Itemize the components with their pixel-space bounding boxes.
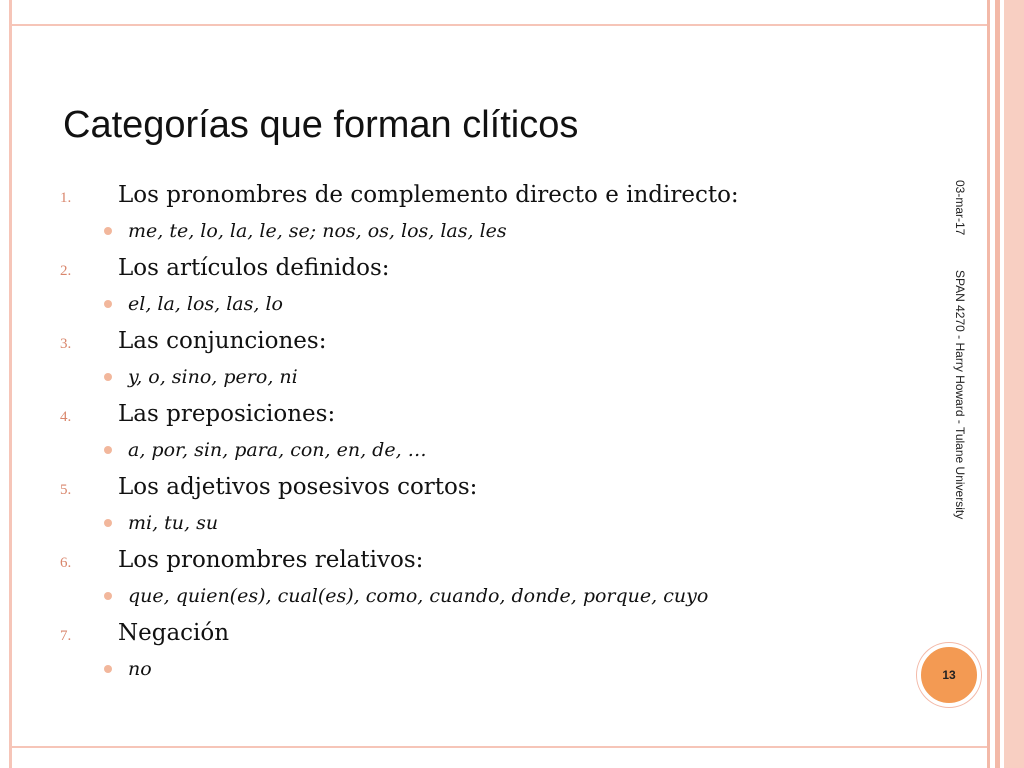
item-text: Negación [118, 620, 230, 646]
item-text: Los artículos definidos: [118, 255, 390, 281]
sub-item-text: mi, tu, su [128, 512, 219, 534]
bullet-icon [104, 665, 112, 673]
list-item [60, 182, 920, 255]
item-number: 1. [60, 190, 72, 206]
list-item [60, 401, 920, 474]
sub-item-text: a, por, sin, para, con, en, de, … [128, 439, 427, 461]
sub-item-text: no [128, 658, 152, 680]
item-number: 4. [60, 409, 72, 425]
bullet-icon [104, 227, 112, 235]
item-text: Los pronombres relativos: [118, 547, 424, 573]
item-number: 6. [60, 555, 72, 571]
slide-number-badge [917, 643, 981, 707]
sub-item-text: y, o, sino, pero, ni [128, 366, 298, 388]
sub-item-text: que, quien(es), cual(es), como, cuando, donde, porque, cuyo [128, 585, 709, 607]
item-number: 7. [60, 628, 72, 644]
list-item [60, 328, 920, 401]
slide-number: 13 [942, 668, 956, 682]
decorative-strip [995, 0, 1000, 768]
item-text: Las preposiciones: [118, 401, 336, 427]
bullet-icon [104, 373, 112, 381]
category-list [60, 182, 920, 693]
item-text: Los pronombres de complemento directo e indirecto: [118, 182, 739, 208]
decorative-strip [1004, 0, 1024, 768]
frame-line-top [9, 24, 987, 26]
bullet-icon [104, 592, 112, 600]
slide-title: Categorías que forman clíticos [63, 104, 579, 146]
sub-item-text: el, la, los, las, lo [128, 293, 283, 315]
list-item [60, 474, 920, 547]
item-number: 5. [60, 482, 72, 498]
bullet-icon [104, 519, 112, 527]
bullet-icon [104, 300, 112, 308]
item-text: Los adjetivos posesivos cortos: [118, 474, 478, 500]
frame-line-bottom [9, 746, 987, 748]
decorative-strip [987, 0, 990, 768]
item-number: 2. [60, 263, 72, 279]
list-item [60, 547, 920, 620]
item-number: 3. [60, 336, 72, 352]
list-item [60, 255, 920, 328]
slide-footer: SPAN 4270 - Harry Howard - Tulane University [953, 270, 967, 520]
sub-item-text: me, te, lo, la, le, se; nos, os, los, las, les [128, 220, 507, 242]
frame-line-left [9, 0, 12, 768]
bullet-icon [104, 446, 112, 454]
slide-date: 03-mar-17 [953, 180, 967, 236]
list-item [60, 620, 920, 693]
item-text: Las conjunciones: [118, 328, 327, 354]
